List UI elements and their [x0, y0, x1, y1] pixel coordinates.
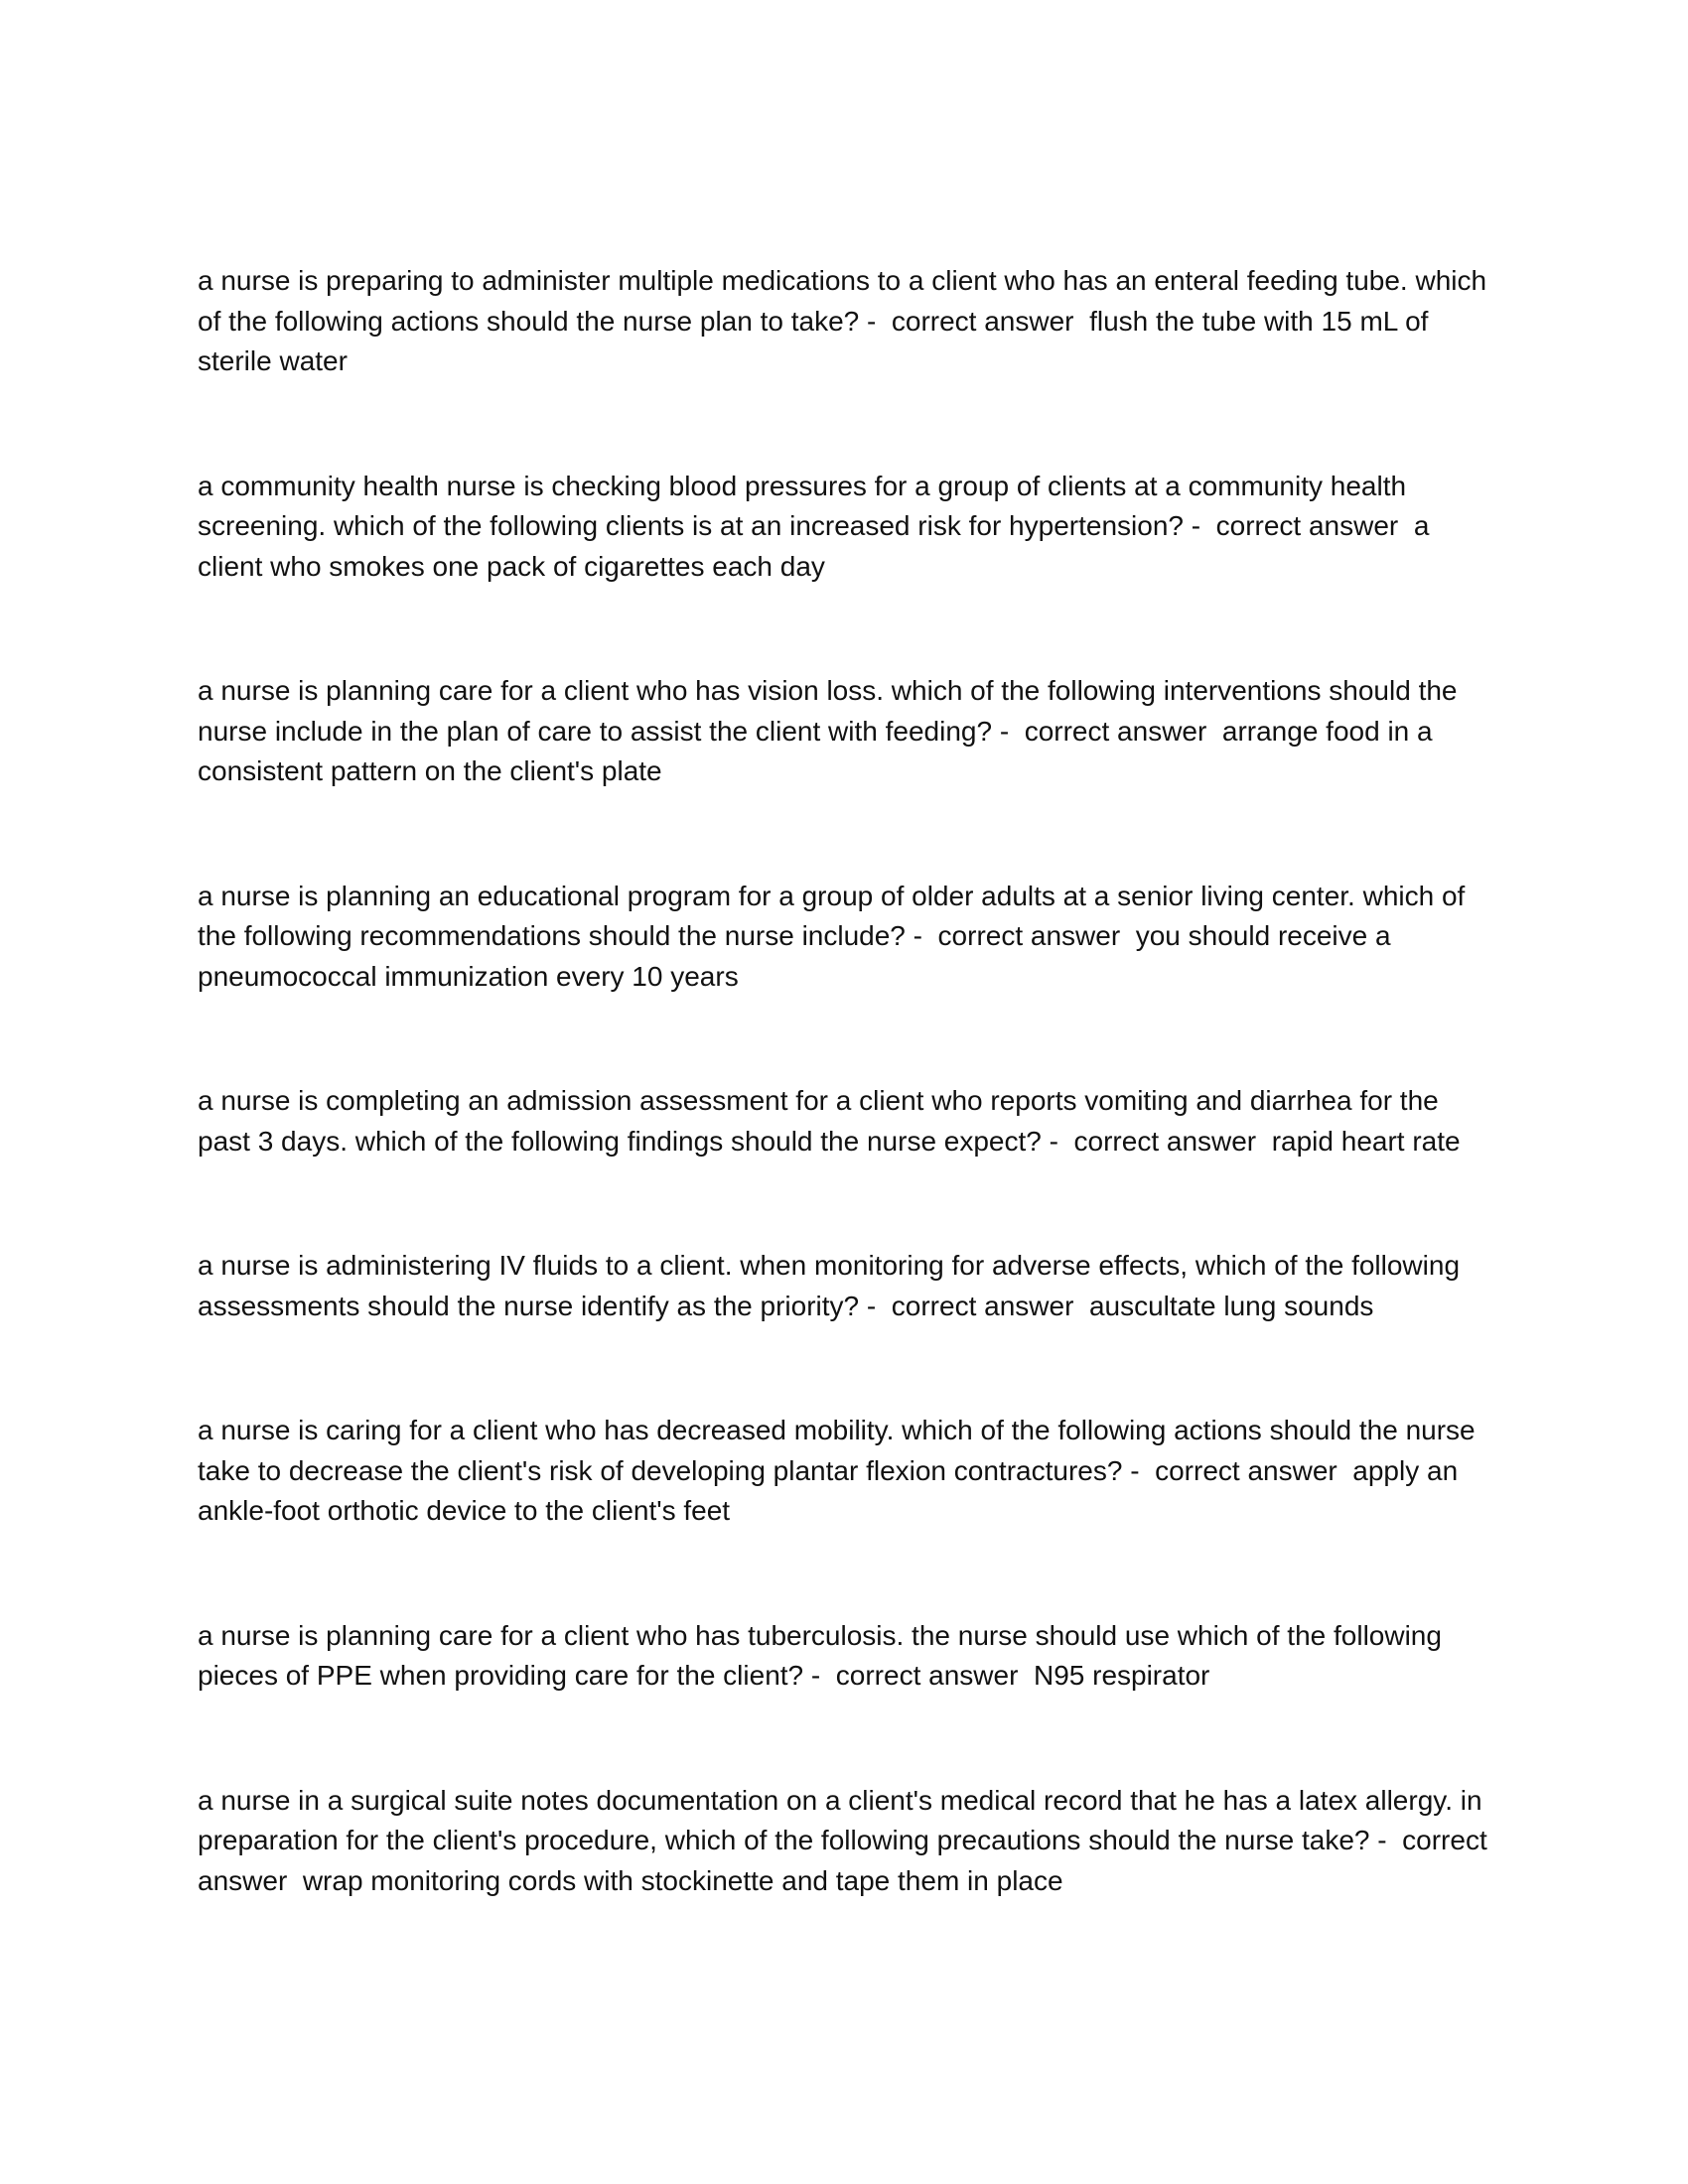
answer-separator: - correct answer [992, 715, 1222, 747]
answer-separator: - correct answer [859, 1290, 1089, 1321]
answer-separator: - correct answer [198, 1825, 1495, 1896]
question-text: a nurse in a surgical suite notes documentation on a client's medical record that he has a latex allergy. in preparation for the client's procedure, which of the following precautions should the nurse take? [198, 1784, 1490, 1855]
answer-text: auscultate lung sounds [1088, 1290, 1374, 1321]
answer-separator: - correct answer [1183, 510, 1414, 541]
answer-separator: - correct answer [803, 1660, 1034, 1691]
qa-item-1 [198, 261, 1493, 382]
question-text: a nurse is completing an admission assessment for a client who reports vomiting and diarrhea for the past 3 days. which of the following findings should the nurse expect? [198, 1085, 1447, 1157]
qa-item-2 [198, 467, 1493, 588]
qa-item-3 [198, 671, 1493, 792]
qa-item-5 [198, 1081, 1493, 1161]
question-text: a nurse is planning care for a client who has vision loss. which of the following interventions should the nurse include in the plan of care to assist the client with feeding? [198, 675, 1466, 747]
answer-text: flush the tube with 15 mL of sterile water [198, 305, 1437, 376]
answer-text: apply an ankle-foot orthotic device to the client's feet [198, 1454, 1466, 1526]
question-text: a nurse is caring for a client who has decreased mobility. which of the following actions should the nurse take to decrease the client's risk of developing plantar flexion contractures? [198, 1415, 1483, 1486]
answer-text: rapid heart rate [1271, 1125, 1461, 1157]
answer-text: N95 respirator [1033, 1660, 1210, 1691]
question-text: a nurse is preparing to administer multiple medications to a client who has an enteral feeding tube. which of the following actions should the nurse plan to take? [198, 265, 1494, 337]
qa-item-7 [198, 1411, 1493, 1532]
answer-separator: - correct answer [1122, 1454, 1353, 1486]
question-text: a community health nurse is checking blood pressures for a group of clients at a community health screening. which of the following clients is at an increased risk for hypertension? [198, 470, 1414, 541]
qa-list [198, 261, 1493, 1985]
answer-separator: - correct answer [905, 920, 1136, 951]
question-text: a nurse is planning an educational program for a group of older adults at a senior living center. which of the following recommendations should the nurse include? [198, 880, 1474, 951]
answer-text: arrange food in a consistent pattern on the client's plate [198, 715, 1441, 786]
answer-separator: - correct answer [1041, 1125, 1272, 1157]
answer-separator: - correct answer [859, 305, 1090, 337]
answer-text: you should receive a pneumococcal immunization every 10 years [198, 920, 1399, 992]
qa-item-8 [198, 1616, 1493, 1697]
qa-item-9 [198, 1781, 1493, 1902]
qa-item-4 [198, 877, 1493, 998]
question-text: a nurse is administering IV fluids to a client. when monitoring for adverse effects, which of the following assessments should the nurse identify as the priority? [198, 1250, 1468, 1321]
question-text: a nurse is planning care for a client who has tuberculosis. the nurse should use which of the following pieces of PPE when providing care for the client? [198, 1619, 1450, 1691]
qa-item-6 [198, 1246, 1493, 1326]
answer-text: wrap monitoring cords with stockinette and tape them in place [302, 1864, 1063, 1896]
answer-text: a client who smokes one pack of cigarettes each day [198, 510, 1438, 582]
